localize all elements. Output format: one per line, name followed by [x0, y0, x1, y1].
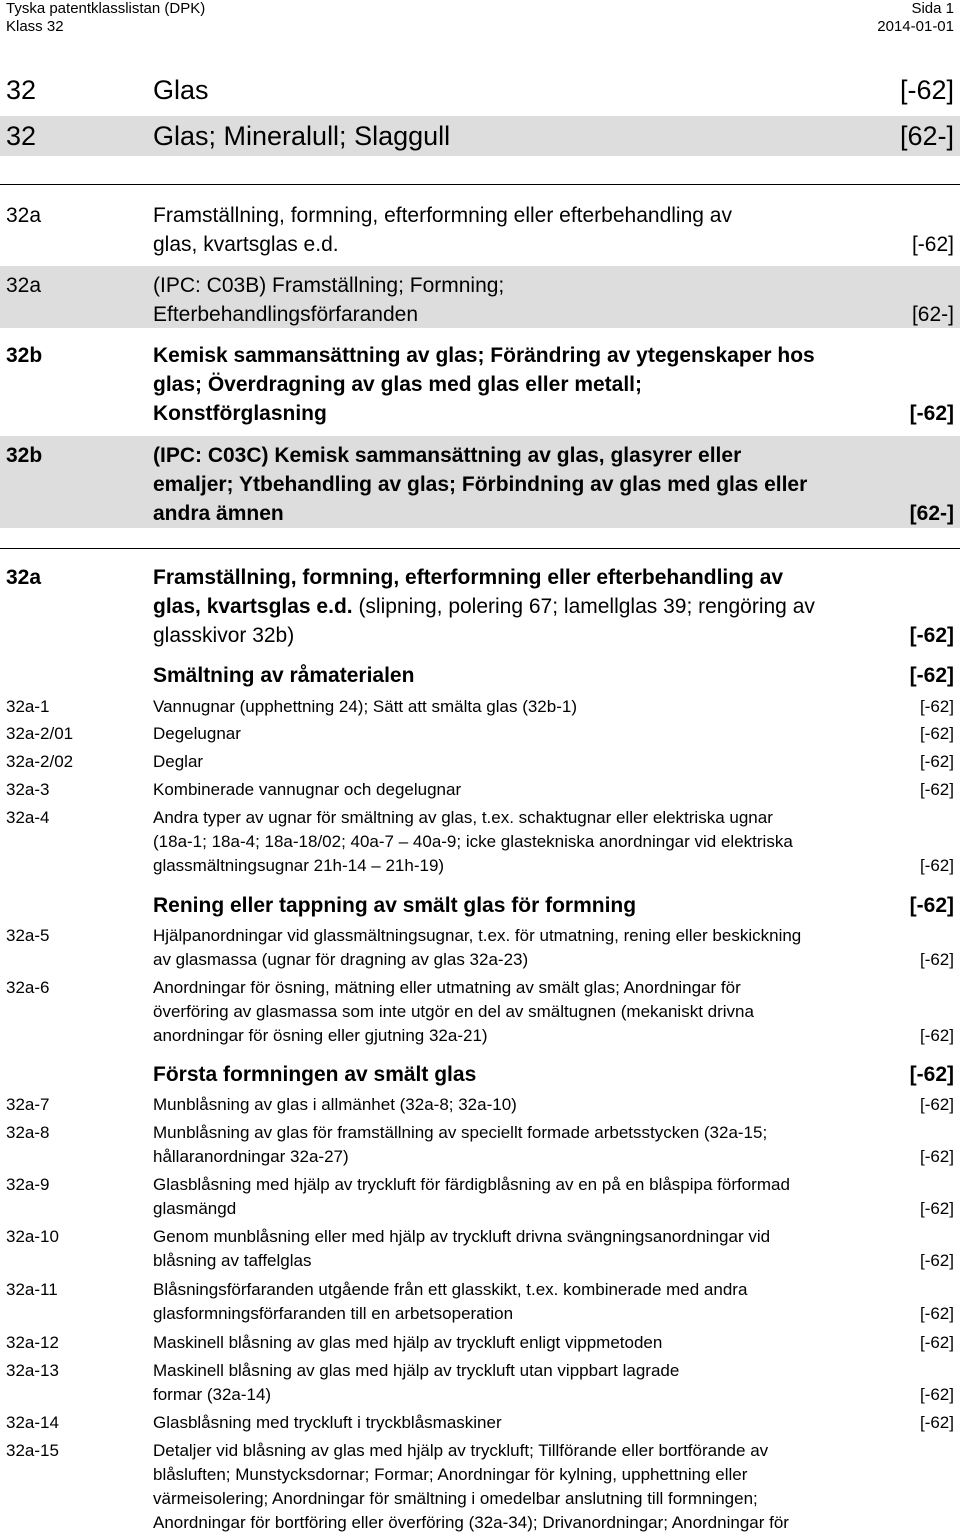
class-code: 32 — [6, 121, 37, 151]
entry-text: Glasblåsning med tryckluft i tryckblåsmaskiner — [153, 1413, 502, 1432]
entry-code: 32a-2/02 — [6, 752, 74, 771]
overview-line: glas, kvartsglas e.d. — [153, 233, 339, 256]
class-title: Glas — [153, 75, 209, 105]
entry-code: 32a-9 — [6, 1175, 50, 1194]
entry-code: 32a-1 — [6, 697, 50, 716]
class-label: Klass 32 — [6, 18, 64, 35]
entry-text: anordningar för ösning eller gjutning 32a-21) — [153, 1026, 488, 1045]
document-date: 2014-01-01 — [877, 18, 954, 35]
subgroup-title: Första formningen av smält glas — [153, 1063, 477, 1086]
entry-tag: [-62] — [919, 1413, 954, 1432]
entry-tag: [-62] — [919, 724, 954, 743]
class-title: Glas; Mineralull; Slaggull — [153, 121, 451, 151]
entry-text: Anordningar för bortföring eller överföring (32a-34); Drivanordningar; Anordningar för — [153, 1513, 789, 1532]
entry-tag: [-62] — [919, 1385, 954, 1404]
section-line: glasskivor 32b) — [153, 624, 295, 647]
entry-code: 32a-13 — [6, 1361, 59, 1380]
entry-text: Andra typer av ugnar för smältning av glas, t.ex. schaktugnar eller elektriska ugnar — [153, 808, 773, 827]
entry-text: värmeisolering; Anordningar för smältning i omedelbar anslutning till formningen; — [153, 1489, 758, 1508]
page-number: Sida 1 — [911, 0, 954, 17]
entry-text: Blåsningsförfaranden utgående från ett glasskikt, t.ex. kombinerade med andra — [153, 1280, 748, 1299]
subgroup-tag: [-62] — [909, 1063, 954, 1086]
entry-text: Hjälpanordningar vid glassmältningsugnar, t.ex. för utmatning, rening eller beskickning — [153, 926, 802, 945]
entry-code: 32a-5 — [6, 926, 50, 945]
entry-text: Munblåsning av glas i allmänhet (32a-8; 32a-10) — [153, 1095, 517, 1114]
entry-text: (18a-1; 18a-4; 18a-18/02; 40a-7 – 40a-9; icke glastekniska anordningar vid elektriska — [153, 832, 793, 851]
entry-tag: [-62] — [919, 697, 954, 716]
section-line: Framställning, formning, efterformning eller efterbehandling av — [153, 566, 784, 589]
subgroup-tag: [-62] — [909, 664, 954, 687]
entry-code: 32a-14 — [6, 1413, 59, 1432]
entry-text: glasformningsförfaranden till en arbetsoperation — [153, 1304, 514, 1323]
entry-text: hållaranordningar 32a-27) — [153, 1147, 349, 1166]
entry-text: överföring av glasmassa som inte utgör en del av smältugnen (mekaniskt drivna — [153, 1002, 754, 1021]
subgroup-title: Rening eller tappning av smält glas för formning — [153, 894, 637, 917]
entry-code: 32a-10 — [6, 1227, 59, 1246]
overview-tag: [62-] — [909, 502, 954, 525]
entry-text: Kombinerade vannugnar och degelugnar — [153, 780, 462, 799]
entry-code: 32a-15 — [6, 1441, 59, 1460]
subgroup-tag: [-62] — [909, 894, 954, 917]
entry-code: 32a-3 — [6, 780, 50, 799]
entry-tag: [-62] — [919, 1333, 954, 1352]
entry-text: Glasblåsning med hjälp av tryckluft för färdigblåsning av en på en blåspipa förformad — [153, 1175, 790, 1194]
entry-code: 32a-4 — [6, 808, 50, 827]
overview-line: (IPC: C03C) Kemisk sammansättning av glas, glasyrer eller — [153, 444, 742, 467]
entry-tag: [-62] — [919, 950, 954, 969]
overview-code: 32a — [6, 274, 42, 297]
divider — [0, 548, 960, 549]
overview-tag: [62-] — [911, 303, 954, 326]
entry-tag: [-62] — [919, 1199, 954, 1218]
entry-text: glassmältningsugnar 21h-14 – 21h-19) — [153, 856, 445, 875]
overview-line: Kemisk sammansättning av glas; Förändring av ytegenskaper hos — [153, 344, 815, 367]
entry-code: 32a-6 — [6, 978, 50, 997]
entry-text: blåsning av taffelglas — [153, 1251, 312, 1270]
entry-tag: [-62] — [919, 1026, 954, 1045]
class-code: 32 — [6, 75, 37, 105]
overview-code: 32a — [6, 204, 42, 227]
entry-tag: [-62] — [919, 1147, 954, 1166]
entry-tag: [-62] — [919, 780, 954, 799]
overview-line: andra ämnen — [153, 502, 284, 525]
overview-line: emaljer; Ytbehandling av glas; Förbindning av glas med glas eller — [153, 473, 808, 496]
entry-code: 32a-12 — [6, 1333, 59, 1352]
entry-text: Maskinell blåsning av glas med hjälp av tryckluft utan vippbart lagrade — [153, 1361, 680, 1380]
entry-text: Genom munblåsning eller med hjälp av tryckluft drivna svängningsanordningar vid — [153, 1227, 771, 1246]
overview-line: Efterbehandlingsförfaranden — [153, 303, 419, 326]
overview-code: 32b — [6, 444, 43, 467]
entry-code: 32a-11 — [6, 1280, 58, 1299]
entry-tag: [-62] — [919, 856, 954, 875]
section-bold-text: glas, kvartsglas e.d. — [153, 595, 353, 618]
document-title: Tyska patentklasslistan (DPK) — [6, 0, 206, 17]
entry-text: glasmängd — [153, 1199, 237, 1218]
overview-tag: [-62] — [909, 402, 954, 425]
entry-text: blåsluften; Munstycksdornar; Formar; Anordningar för kylning, upphettning eller — [153, 1465, 748, 1484]
entry-text: formar (32a-14) — [153, 1385, 272, 1404]
entry-tag: [-62] — [919, 1304, 954, 1323]
entry-text: Detaljer vid blåsning av glas med hjälp av tryckluft; Tillförande eller bortförande av — [153, 1441, 769, 1460]
overview-line: glas; Överdragning av glas med glas eller metall; — [153, 373, 643, 396]
overview-line: (IPC: C03B) Framställning; Formning; — [153, 274, 505, 297]
entry-text: Deglar — [153, 752, 204, 771]
class-heading-band — [0, 116, 960, 156]
class-validity-tag: [62-] — [899, 121, 954, 151]
overview-line: Framställning, formning, efterformning eller efterbehandling av — [153, 204, 732, 227]
entry-tag: [-62] — [919, 752, 954, 771]
overview-code: 32b — [6, 344, 43, 367]
overview-line: Konstförglasning — [153, 402, 327, 425]
entry-code: 32a-8 — [6, 1123, 50, 1142]
entry-text: Maskinell blåsning av glas med hjälp av tryckluft enligt vippmetoden — [153, 1333, 663, 1352]
section-line — [153, 592, 815, 621]
entry-text: Vannugnar (upphettning 24); Sätt att smälta glas (32b-1) — [153, 697, 577, 716]
divider — [0, 184, 960, 185]
overview-tag: [-62] — [911, 233, 954, 256]
section-code: 32a — [6, 566, 42, 589]
class-validity-tag: [-62] — [899, 75, 954, 105]
entry-text: Degelugnar — [153, 724, 241, 743]
section-note: (slipning, polering 67; lamellglas 39; rengöring av — [352, 595, 815, 618]
entry-tag: [-62] — [919, 1095, 954, 1114]
entry-tag: [-62] — [919, 1251, 954, 1270]
entry-code: 32a-2/01 — [6, 724, 74, 743]
entry-text: Munblåsning av glas för framställning av speciellt formade arbetsstycken (32a-15; — [153, 1123, 768, 1142]
entry-text: Anordningar för ösning, mätning eller utmatning av smält glas; Anordningar för — [153, 978, 741, 997]
subgroup-title: Smältning av råmaterialen — [153, 664, 415, 687]
entry-code: 32a-7 — [6, 1095, 50, 1114]
section-tag: [-62] — [909, 624, 954, 647]
entry-text: av glasmassa (ugnar för dragning av glas 32a-23) — [153, 950, 529, 969]
